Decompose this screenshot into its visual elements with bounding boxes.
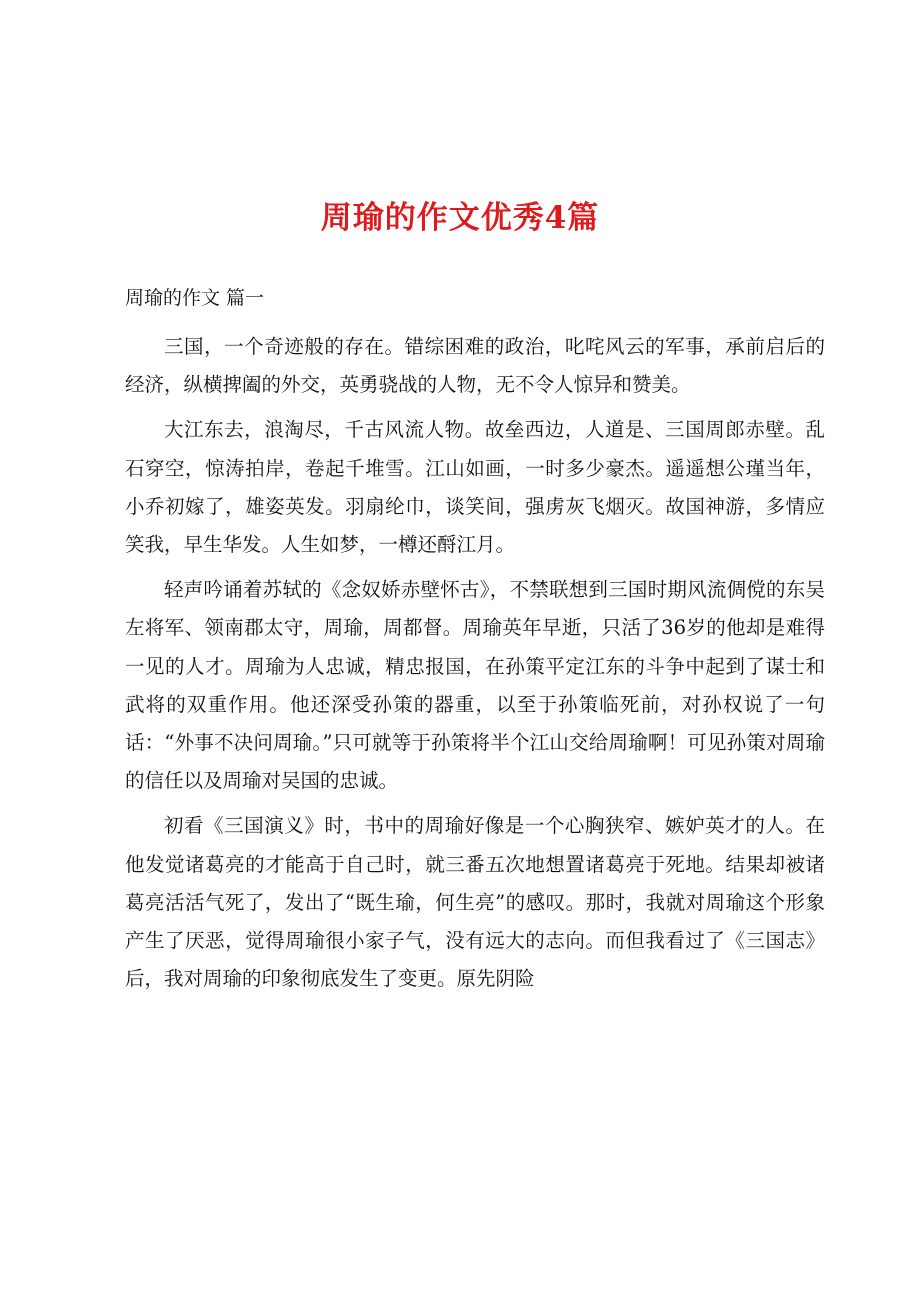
paragraph-2: 大江东去，浪淘尽，千古风流人物。故垒西边，人道是、三国周郎赤壁。乱石穿空，惊涛拍岸，卷起千堆雪。江山如画，一时多少豪杰。遥遥想公瑾当年，小乔初嫁了，雄姿英发。羽扇纶巾，谈笑间，强虏灰飞烟灭。故国神游，多情应笑我，早生华发。人生如梦，一樽还酹江月。 [125,418,825,557]
paragraph-3: 轻声吟诵着苏轼的《念奴娇赤壁怀古》，不禁联想到三国时期风流倜傥的东吴左将军、领南郡太守，周瑜，周都督。周瑜英年早逝，只活了36岁的他却是难得一见的人才。周瑜为人忠诚，精忠报国，在孙策平定江东的斗争中起到了谋士和武将的双重作用。他还深受孙策的器重，以至于孙策临死前，对孙权说了一句话：“外事不决问周瑜。”只可就等于孙策将半个江山交给周瑜啊！可见孙策对周瑜的信任以及周瑜对吴国的忠诚。 [125,578,825,793]
paragraph-1: 三国，一个奇迹般的存在。错综困难的政治，叱咤风云的军事，承前启后的经济，纵横捭阖的外交，英勇骁战的人物，无不令人惊异和赞美。 [125,335,825,397]
paragraph-4: 初看《三国演义》时，书中的周瑜好像是一个心胸狭窄、嫉妒英才的人。在他发觉诸葛亮的才能高于自己时，就三番五次地想置诸葛亮于死地。结果却被诸葛亮活活气死了，发出了“既生瑜，何生亮”的感叹。那时，我就对周瑜这个形象产生了厌恶，觉得周瑜很小家子气，没有远大的志向。而但我看过了《三国志》后，我对周瑜的印象彻底发生了变更。原先阴险 [125,814,825,991]
document-body [125,328,825,1005]
document-title: 周瑜的作文优秀4篇 [320,200,600,236]
section-heading: 周瑜的作文 篇一 [125,287,265,309]
